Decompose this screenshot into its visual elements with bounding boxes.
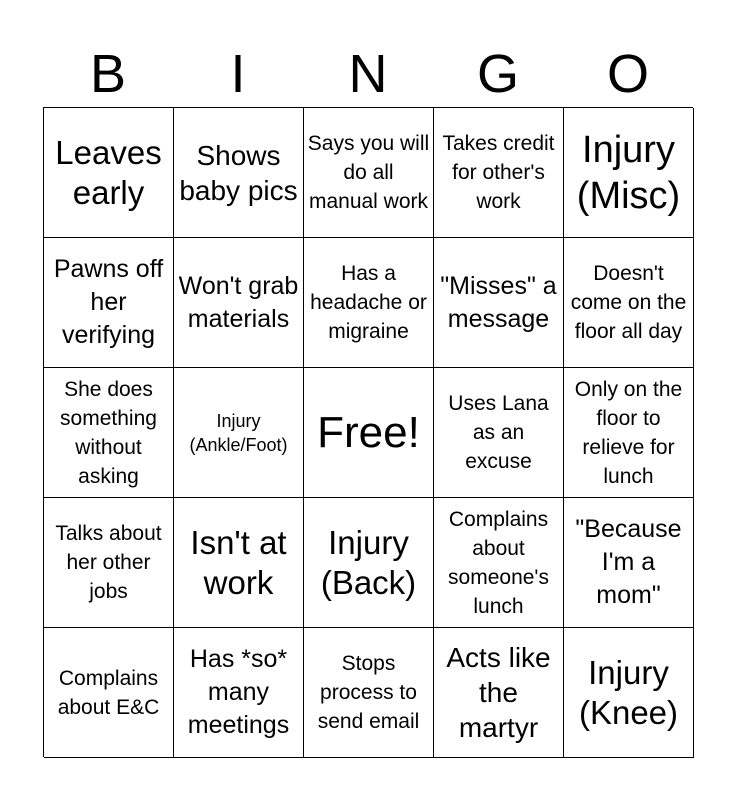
bingo-cell[interactable] (304, 108, 434, 238)
bingo-cell[interactable] (564, 498, 694, 628)
bingo-cell[interactable] (174, 238, 304, 368)
bingo-cell[interactable] (44, 498, 174, 628)
cell-text: Injury (Knee) (578, 653, 679, 731)
cell-text: Pawns off her verifying (53, 255, 164, 349)
header-letter-o: O (606, 44, 649, 104)
bingo-cell[interactable] (434, 108, 564, 238)
bingo-cell[interactable] (564, 368, 694, 498)
bingo-cell[interactable] (564, 108, 694, 238)
cell-text: Stops process to send email (317, 652, 420, 733)
bingo-cell[interactable] (304, 628, 434, 758)
cell-text: She does something without asking (60, 377, 157, 488)
bingo-cell[interactable] (434, 368, 564, 498)
cell-text: Isn't at work (190, 523, 287, 601)
bingo-cell[interactable] (174, 628, 304, 758)
header-letter-g: G (476, 44, 519, 104)
bingo-cell[interactable] (434, 628, 564, 758)
bingo-cell[interactable] (174, 498, 304, 628)
cell-text: Takes credit for other's work (442, 132, 555, 213)
cell-text: Has a headache or migraine (310, 262, 427, 343)
bingo-cell[interactable] (304, 498, 434, 628)
cell-text: Complains about E&C (57, 666, 160, 719)
header-letter-n: N (348, 44, 388, 104)
cell-text: Acts like the martyr (446, 642, 551, 743)
bingo-cell[interactable] (304, 238, 434, 368)
bingo-cell[interactable] (564, 628, 694, 758)
bingo-cell[interactable] (44, 628, 174, 758)
bingo-cell[interactable] (44, 238, 174, 368)
cell-text: "Misses" a message (440, 271, 557, 333)
bingo-cell[interactable] (174, 108, 304, 238)
cell-text: Complains about someone's lunch (448, 507, 549, 618)
bingo-cell[interactable] (434, 238, 564, 368)
bingo-header (43, 44, 693, 104)
cell-text: Only on the floor to relieve for lunch (574, 377, 683, 488)
cell-text: Uses Lana as an excuse (448, 392, 549, 473)
bingo-board (43, 107, 693, 757)
header-letter-b: B (89, 44, 127, 104)
bingo-cell[interactable] (174, 368, 304, 498)
cell-text: Injury (Back) (320, 523, 417, 601)
cell-text: Doesn't come on the floor all day (570, 262, 687, 343)
cell-text: "Because I'm a mom" (575, 515, 682, 609)
cell-text: Leaves early (55, 133, 162, 211)
header-letter-i: I (230, 44, 246, 104)
cell-text: Talks about her other jobs (55, 522, 162, 603)
cell-text: Injury (Ankle/Foot) (189, 410, 288, 455)
cell-text: Won't grab materials (178, 271, 299, 333)
cell-text: Has *so* many meetings (187, 645, 290, 739)
cell-text: Says you will do all manual work (307, 132, 430, 213)
bingo-cell[interactable] (44, 368, 174, 498)
cell-text: Shows baby pics (179, 139, 298, 206)
free-space-cell[interactable] (304, 368, 434, 498)
cell-text: Free! (317, 407, 420, 457)
bingo-cell[interactable] (44, 108, 174, 238)
bingo-cell[interactable] (434, 498, 564, 628)
bingo-cell[interactable] (564, 238, 694, 368)
cell-text: Injury (Misc) (576, 128, 681, 217)
